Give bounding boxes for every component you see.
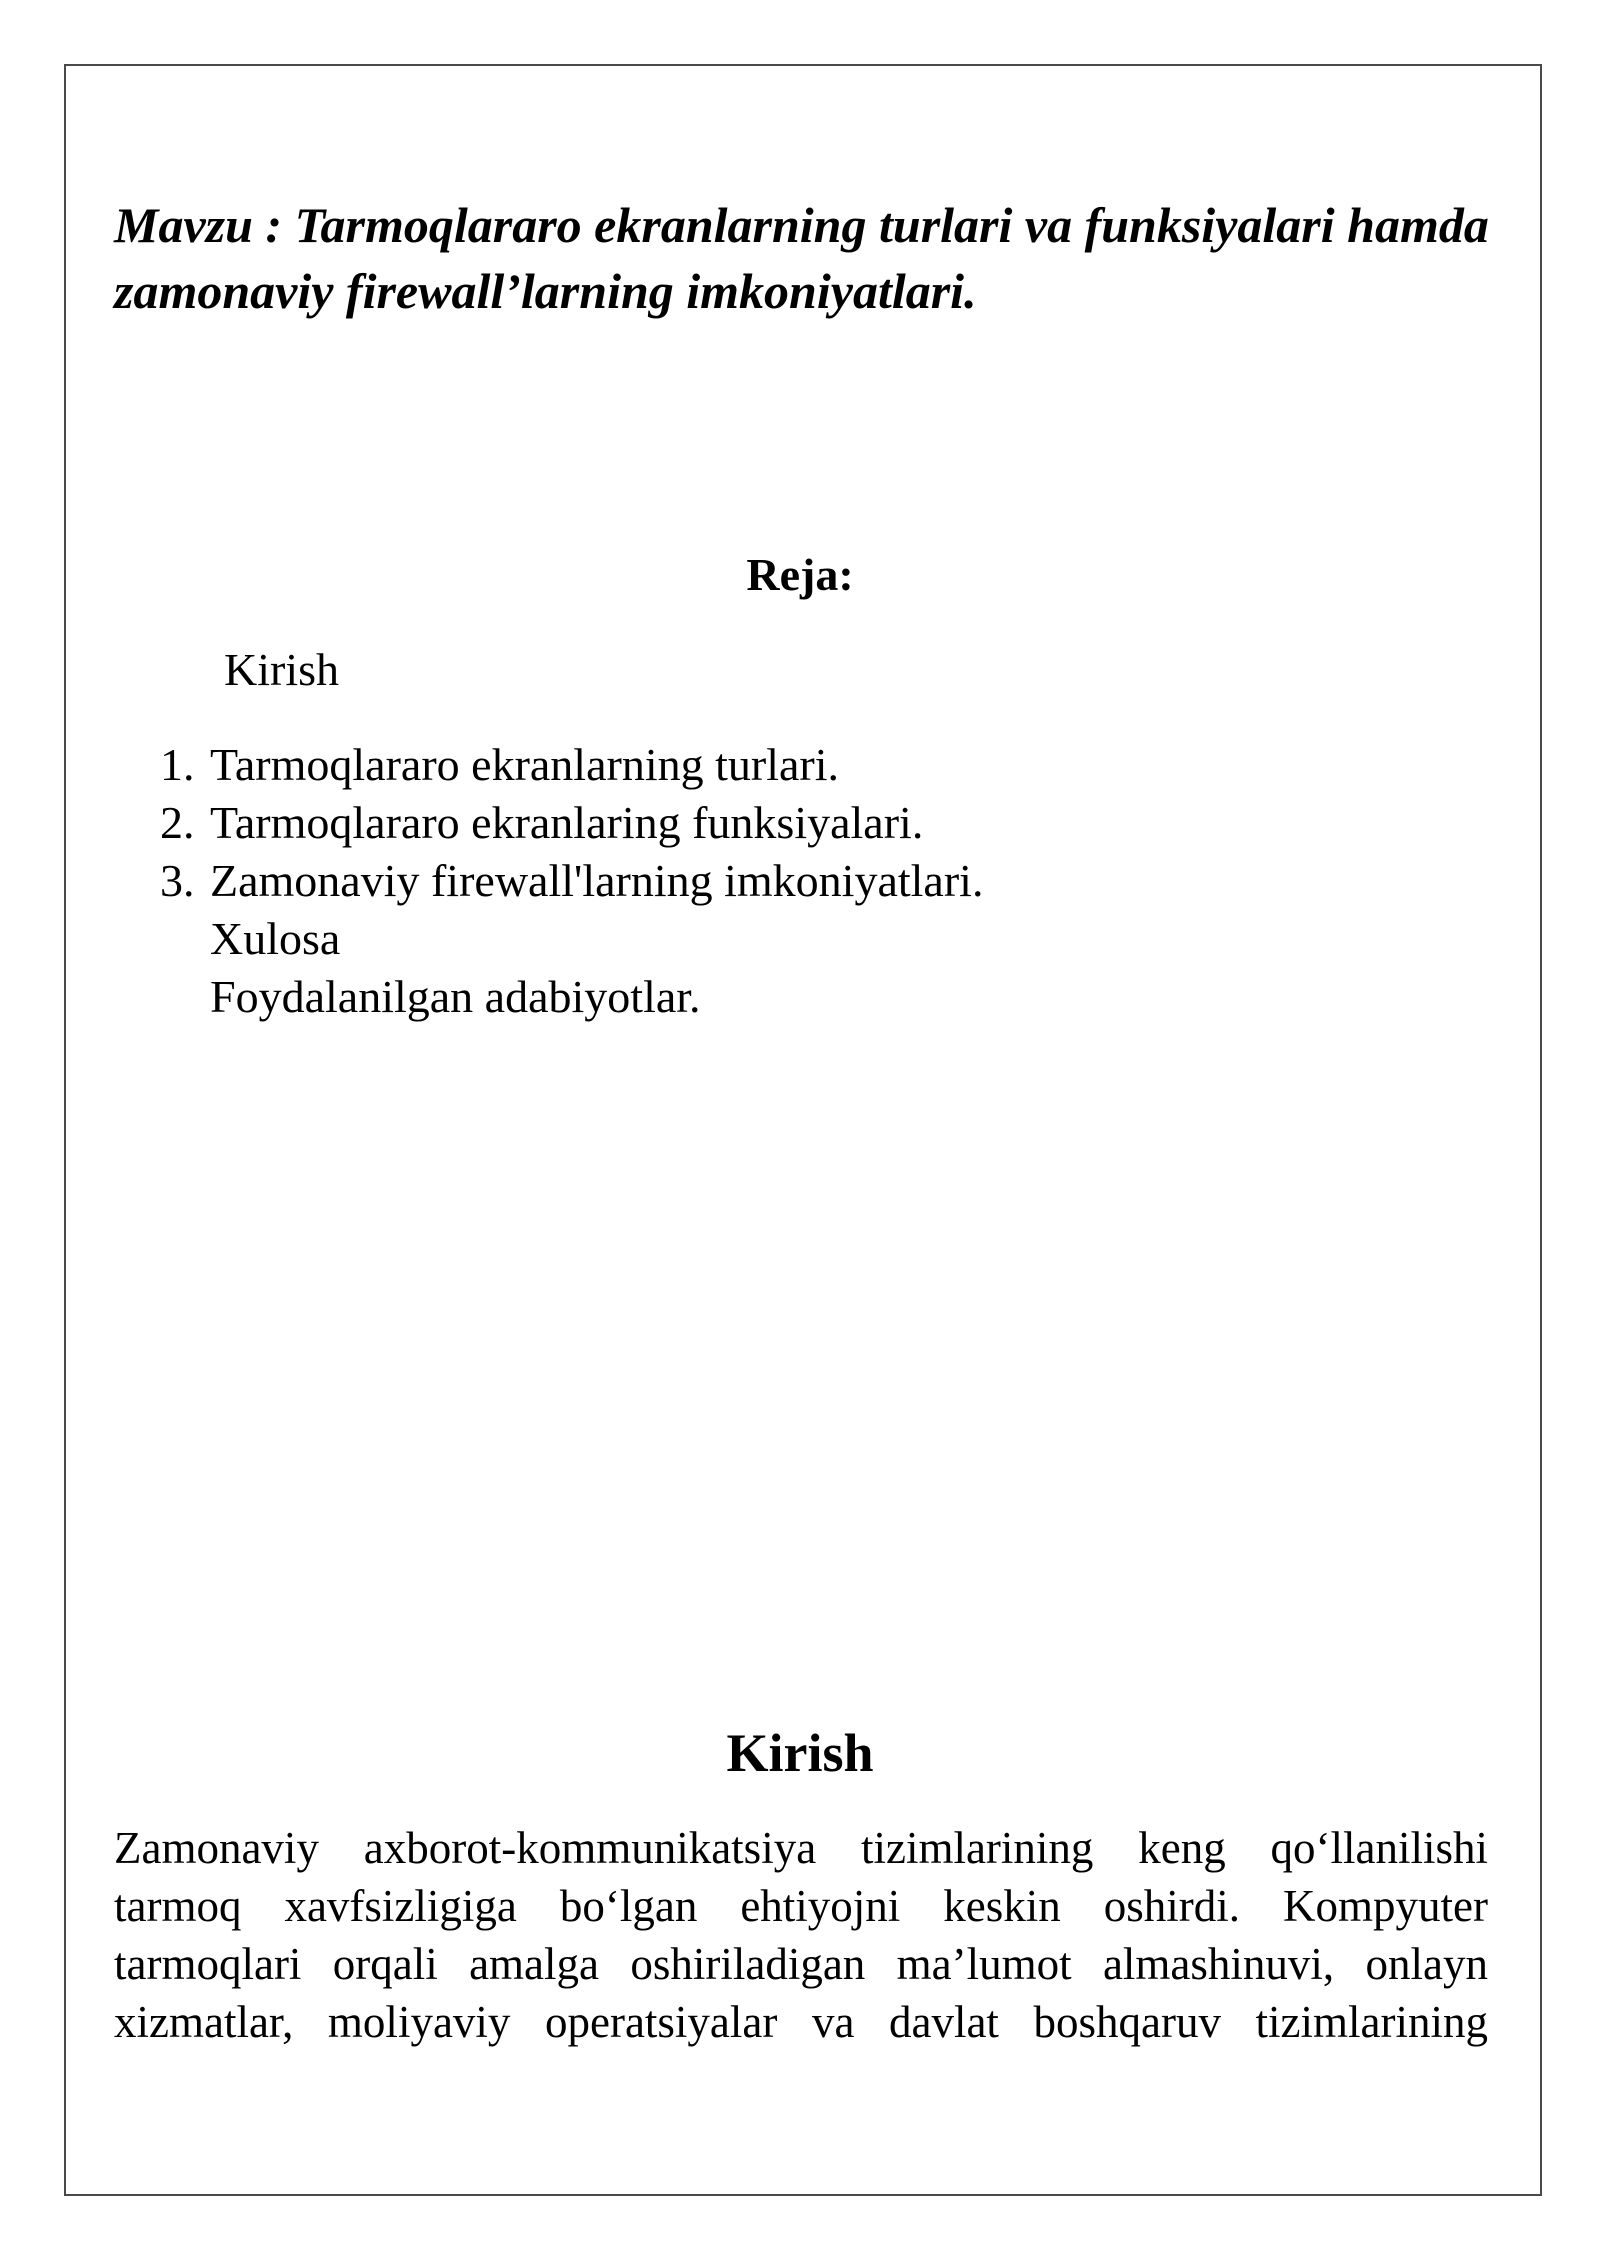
plan-item-number: 3. — [160, 855, 195, 906]
plan-list-item — [160, 794, 983, 852]
plan-conclusion-item: Xulosa — [210, 913, 341, 964]
plan-item-number: 1. — [160, 739, 195, 790]
plan-list — [160, 736, 983, 910]
plan-extra-items — [210, 910, 701, 1026]
document-topic: Mavzu : Tarmoqlararo ekranlarning turlari va funksiyalari hamda zamonaviy firewall’larning imkoniyatlari. — [114, 197, 1489, 319]
plan-heading: Reja: — [746, 549, 854, 600]
plan-item-number: 2. — [160, 797, 195, 848]
plan-list-item — [160, 736, 983, 794]
plan-item-text: Tarmoqlararo ekranlaring funksiyalari. — [210, 797, 924, 848]
plan-item-text: Zamonaviy firewall'larning imkoniyatlari. — [210, 855, 984, 906]
plan-references-item: Foydalanilgan adabiyotlar. — [210, 971, 701, 1022]
plan-intro-item: Kirish — [224, 644, 339, 695]
introduction-heading: Kirish — [726, 1723, 874, 1783]
plan-item-text: Tarmoqlararo ekranlarning turlari. — [210, 739, 839, 790]
introduction-paragraph: Zamonaviy axborot-kommunikatsiya tizimlarining keng qo‘llanilishi tarmoq xavfsizligiga bo‘lgan ehtiyojni keskin oshirdi. Kompyuter tarmoqlari orqali amalga oshiriladigan ma’lumot almashinuvi, onlayn xizmatlar, moliyaviy operatsiyalar va davlat boshqaruv tizimlarining — [114, 1823, 1488, 2047]
plan-list-item — [160, 852, 983, 910]
